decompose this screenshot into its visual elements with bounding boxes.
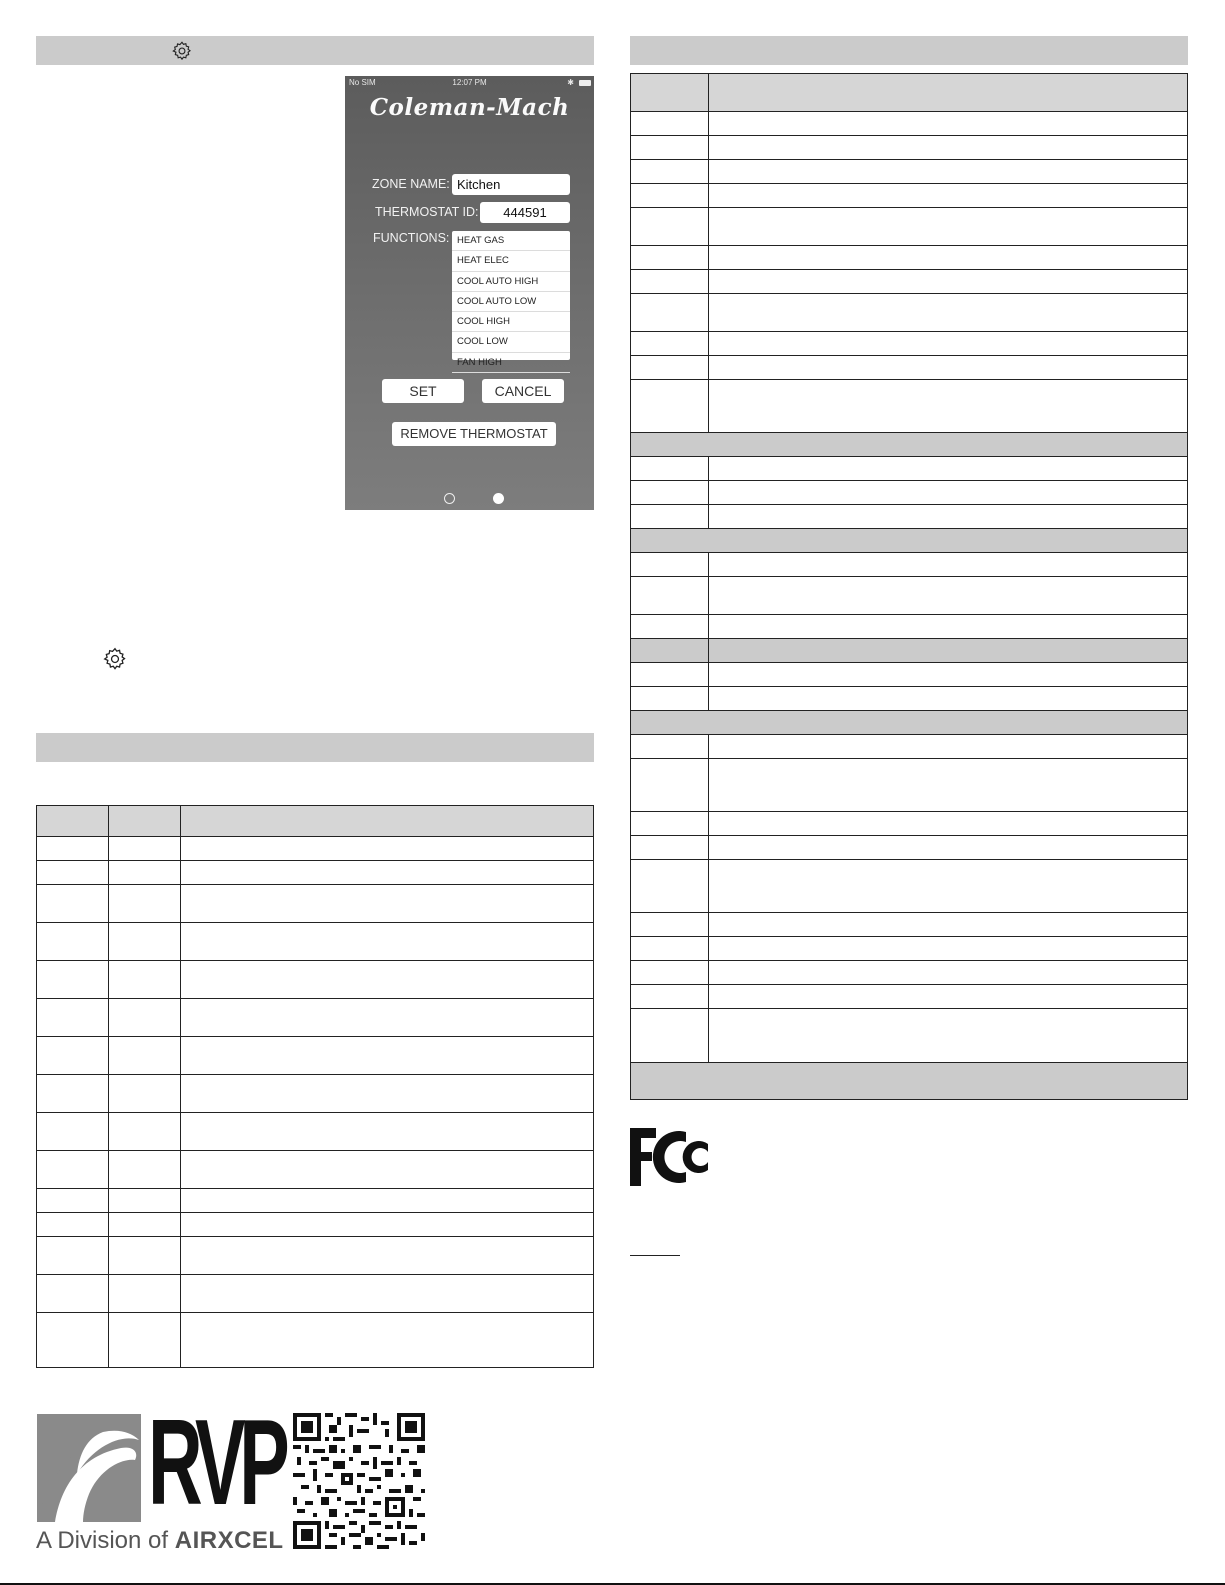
table-row [631, 860, 1188, 913]
table-cell [181, 837, 594, 861]
table-cell [709, 812, 1188, 836]
table-cell [709, 246, 1188, 270]
list-item[interactable]: COOL HIGH [452, 312, 570, 332]
table-cell [709, 270, 1188, 294]
page-dot-1[interactable] [444, 493, 455, 504]
table-cell [37, 1237, 109, 1275]
table-cell [631, 961, 709, 985]
table-cell [181, 1151, 594, 1189]
table-row [631, 457, 1188, 481]
table-cell [109, 861, 181, 885]
table-row [37, 961, 594, 999]
table-cell [631, 457, 709, 481]
table-cell [709, 136, 1188, 160]
table-cell [37, 1213, 109, 1237]
table-cell [709, 639, 1188, 663]
table-cell [631, 505, 709, 529]
gear-icon [171, 40, 193, 62]
table-cell [709, 74, 1188, 112]
table-cell [631, 759, 709, 812]
table-row [37, 1189, 594, 1213]
table-cell [631, 160, 709, 184]
table-cell [181, 1075, 594, 1113]
table-row [631, 961, 1188, 985]
table-cell [709, 913, 1188, 937]
table-cell [181, 961, 594, 999]
table-section-cell [631, 529, 1188, 553]
table-cell [709, 505, 1188, 529]
table-section-cell [631, 1063, 1188, 1100]
table-cell [709, 735, 1188, 759]
table-cell [631, 74, 709, 112]
table-cell [709, 937, 1188, 961]
table-cell [709, 961, 1188, 985]
page-dot-2[interactable] [493, 493, 504, 504]
table-cell [709, 615, 1188, 639]
rvp-logo [36, 1394, 284, 1554]
table-row [631, 481, 1188, 505]
table-cell [181, 806, 594, 837]
table-row [37, 837, 594, 861]
table-cell [37, 1037, 109, 1075]
table-cell [631, 294, 709, 332]
table-cell [709, 356, 1188, 380]
table-row [631, 577, 1188, 615]
carrier-label: No SIM [349, 78, 376, 87]
brand-logo: Coleman-Mach [369, 94, 570, 121]
table-row [631, 184, 1188, 208]
table-cell [181, 999, 594, 1037]
table-cell [631, 985, 709, 1009]
rvp-swoosh-icon [37, 1414, 141, 1522]
status-time: 12:07 PM [452, 78, 487, 87]
table-cell [109, 1237, 181, 1275]
division-brand: AIRXCEL [174, 1527, 284, 1554]
table-cell [631, 687, 709, 711]
thermostat-id-input[interactable]: 444591 [480, 202, 570, 223]
table-cell [631, 615, 709, 639]
table-row [37, 1213, 594, 1237]
table-cell [709, 208, 1188, 246]
table-row [631, 836, 1188, 860]
list-item[interactable]: FAN HIGH [452, 353, 570, 373]
table-cell [181, 1213, 594, 1237]
table-cell [37, 961, 109, 999]
table-row [631, 270, 1188, 294]
table-cell [709, 294, 1188, 332]
table-row [37, 1075, 594, 1113]
zone-name-label: ZONE NAME: [372, 177, 450, 191]
zone-name-input[interactable]: Kitchen [452, 174, 570, 195]
fcc-mark-icon [630, 1128, 710, 1188]
table-row [37, 999, 594, 1037]
table-cell [181, 1313, 594, 1368]
table-cell [631, 481, 709, 505]
table-section-row [631, 711, 1188, 735]
table-cell [37, 1151, 109, 1189]
table-cell [709, 1009, 1188, 1063]
table-cell [631, 577, 709, 615]
table-cell [37, 923, 109, 961]
table-cell [109, 961, 181, 999]
table-cell [109, 1213, 181, 1237]
table-row [631, 380, 1188, 433]
table-row [37, 1275, 594, 1313]
table-row [631, 1009, 1188, 1063]
table-cell [181, 1037, 594, 1075]
table-cell [709, 112, 1188, 136]
table-cell [709, 836, 1188, 860]
remove-thermostat-button[interactable]: REMOVE THERMOSTAT [392, 422, 556, 446]
table-cell [631, 1009, 709, 1063]
table-cell [37, 806, 109, 837]
table-row [631, 246, 1188, 270]
list-item[interactable]: COOL AUTO LOW [452, 292, 570, 312]
table-cell [37, 837, 109, 861]
table-cell [631, 356, 709, 380]
table-cell [37, 861, 109, 885]
table-section-row [631, 433, 1188, 457]
table-row [631, 663, 1188, 687]
table-row [631, 812, 1188, 836]
table-cell [109, 1075, 181, 1113]
list-item[interactable]: COOL LOW [452, 332, 570, 352]
table-cell [631, 270, 709, 294]
table-cell [709, 380, 1188, 433]
battery-icon [579, 80, 591, 86]
table-cell [709, 481, 1188, 505]
table-cell [37, 999, 109, 1037]
gear-icon [102, 646, 128, 672]
table-cell [709, 663, 1188, 687]
table-row [37, 1113, 594, 1151]
table-row [631, 356, 1188, 380]
section-header-bar [36, 733, 594, 762]
table-cell [109, 999, 181, 1037]
table-cell [709, 332, 1188, 356]
table-row [37, 1151, 594, 1189]
table-row [631, 639, 1188, 663]
table-cell [109, 806, 181, 837]
table-row [631, 615, 1188, 639]
table-cell [709, 577, 1188, 615]
table-row [631, 208, 1188, 246]
set-button[interactable]: SET [382, 379, 464, 403]
table-row [631, 74, 1188, 112]
table-cell [631, 112, 709, 136]
table-cell [709, 687, 1188, 711]
table-cell [709, 160, 1188, 184]
table-cell [631, 136, 709, 160]
table-cell [181, 885, 594, 923]
table-cell [37, 1313, 109, 1368]
table-cell [109, 837, 181, 861]
section-header-bar [630, 36, 1188, 65]
table-row [631, 937, 1188, 961]
table-row [37, 861, 594, 885]
table-cell [109, 1275, 181, 1313]
table-row [631, 136, 1188, 160]
table-cell [631, 937, 709, 961]
table-row [37, 1037, 594, 1075]
table-row [37, 923, 594, 961]
table-section-row [631, 1063, 1188, 1100]
table-cell [631, 663, 709, 687]
table-cell [631, 332, 709, 356]
table-cell [181, 1189, 594, 1213]
right-table [630, 73, 1188, 1100]
table-row [631, 735, 1188, 759]
table-cell [37, 1113, 109, 1151]
table-cell [709, 457, 1188, 481]
functions-label: FUNCTIONS: [373, 231, 450, 245]
table-cell [181, 861, 594, 885]
table-cell [181, 923, 594, 961]
table-cell [181, 1113, 594, 1151]
section-header-bar [36, 36, 594, 65]
table-row [631, 913, 1188, 937]
division-prefix: A Division of [36, 1527, 175, 1554]
table-row [631, 985, 1188, 1009]
table-cell [109, 885, 181, 923]
table-cell [109, 1313, 181, 1368]
table-cell [631, 812, 709, 836]
table-cell [709, 553, 1188, 577]
table-cell [37, 1275, 109, 1313]
table-section-cell [631, 433, 1188, 457]
qr-code[interactable] [293, 1413, 425, 1549]
table-section-row [631, 529, 1188, 553]
division-text [36, 1527, 284, 1555]
table-row [631, 553, 1188, 577]
fcc-logo [630, 1128, 710, 1188]
table-cell [631, 553, 709, 577]
left-table [36, 805, 594, 1368]
table-cell [709, 985, 1188, 1009]
table-row [631, 505, 1188, 529]
table-cell [109, 1151, 181, 1189]
list-item[interactable]: HEAT GAS [452, 231, 570, 251]
table-cell [631, 639, 709, 663]
table-cell [631, 735, 709, 759]
table-cell [709, 184, 1188, 208]
table-cell [631, 184, 709, 208]
thermostat-id-label: THERMOSTAT ID: [375, 205, 479, 219]
table-row [631, 759, 1188, 812]
bluetooth-icon: ✱ [567, 78, 574, 87]
table-cell [37, 1075, 109, 1113]
table-cell [709, 759, 1188, 812]
table-cell [709, 860, 1188, 913]
table-cell [631, 246, 709, 270]
rvp-wordmark: RVP [148, 1394, 284, 1530]
functions-list[interactable] [452, 231, 570, 368]
table-cell [631, 836, 709, 860]
cancel-button[interactable]: CANCEL [482, 379, 564, 403]
table-row [631, 294, 1188, 332]
table-cell [109, 923, 181, 961]
table-cell [631, 860, 709, 913]
table-cell [631, 208, 709, 246]
underline-rule [630, 1255, 680, 1256]
table-cell [181, 1275, 594, 1313]
table-cell [181, 1237, 594, 1275]
table-cell [37, 1189, 109, 1213]
table-cell [37, 885, 109, 923]
table-cell [631, 913, 709, 937]
table-cell [109, 1037, 181, 1075]
table-row [37, 1237, 594, 1275]
table-row [631, 160, 1188, 184]
list-item[interactable]: COOL AUTO HIGH [452, 272, 570, 292]
list-item[interactable]: HEAT ELEC [452, 251, 570, 271]
table-cell [631, 380, 709, 433]
status-bar [345, 78, 594, 90]
table-row [37, 806, 594, 837]
table-row [37, 885, 594, 923]
table-row [631, 687, 1188, 711]
table-row [631, 332, 1188, 356]
table-cell [109, 1189, 181, 1213]
table-section-cell [631, 711, 1188, 735]
table-cell [109, 1113, 181, 1151]
table-row [37, 1313, 594, 1368]
app-screenshot [345, 76, 594, 510]
table-row [631, 112, 1188, 136]
